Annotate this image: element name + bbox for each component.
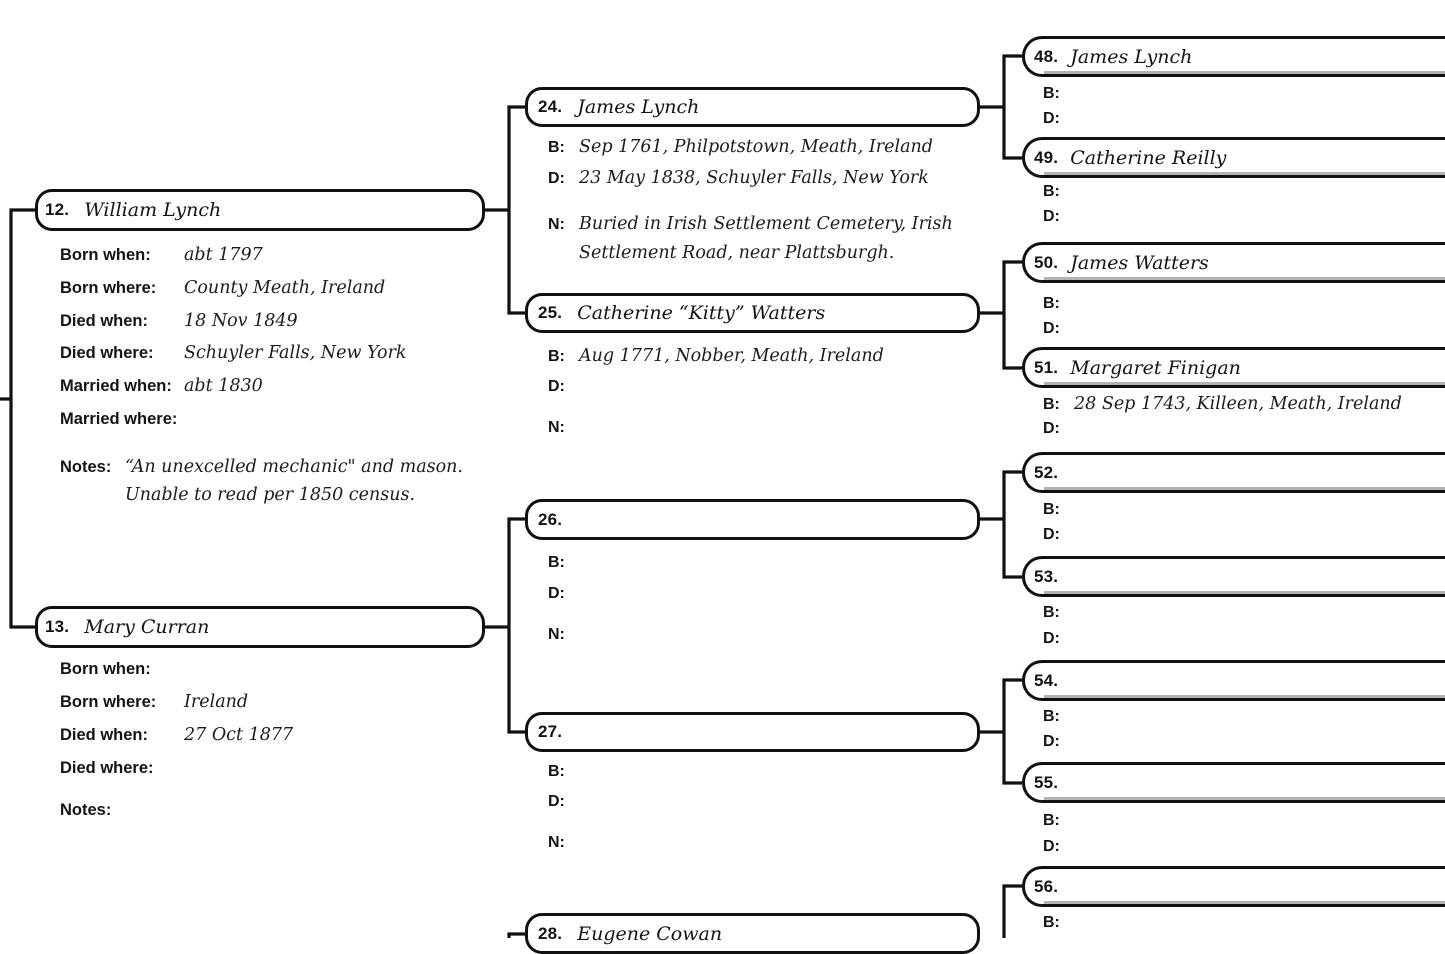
field-row-death (1043, 627, 1074, 651)
field-label: B: (1043, 604, 1060, 621)
field-row-birth (1043, 82, 1074, 106)
person-number: 52. (1034, 462, 1059, 482)
bracket-parents-of-25 (980, 262, 1022, 368)
person-box-13 (35, 606, 485, 648)
field-row-notes (548, 416, 579, 440)
person-number: 25. (538, 303, 563, 322)
field-row-died-when (60, 309, 298, 333)
field-label: Notes: (60, 801, 112, 819)
field-label: B: (548, 554, 565, 571)
notes-line-1: “An unexcelled mechanic" and mason. (125, 457, 463, 477)
field-row-notes (548, 623, 579, 647)
field-row-notes (60, 453, 463, 509)
field-label: B: (548, 763, 565, 780)
bracket-parents-of-13 (485, 519, 525, 732)
person-name: Eugene Cowan (577, 922, 723, 945)
field-label: Born where: (60, 279, 157, 297)
field-label: B: (1043, 295, 1060, 312)
field-row-death (548, 375, 579, 399)
name-line (1044, 797, 1445, 800)
field-row-birth (1043, 292, 1074, 316)
person-box-55 (1022, 762, 1445, 803)
field-label: Died when: (60, 312, 149, 330)
person-name: Margaret Finigan (1070, 356, 1241, 379)
person-number: 24. (538, 97, 563, 116)
name-line (1044, 172, 1445, 175)
field-label: D: (1043, 838, 1060, 855)
field-label: D: (1043, 733, 1060, 750)
field-value: County Meath, Ireland (184, 278, 386, 298)
field-label: B: (1043, 708, 1060, 725)
bracket-children-12-13 (0, 210, 35, 627)
field-row-death (1043, 417, 1074, 441)
person-number: 12. (45, 200, 70, 219)
field-label: Died when: (60, 726, 149, 744)
field-label: B: (1043, 914, 1060, 931)
field-row-death (1043, 730, 1074, 754)
person-name: James Watters (1070, 251, 1209, 274)
field-row-born-when (60, 657, 184, 681)
field-label: B: (548, 139, 565, 156)
person-number: 27. (538, 722, 563, 741)
field-row-born-where (60, 276, 385, 300)
field-row-notes (548, 831, 579, 855)
person-box-49 (1022, 137, 1445, 178)
field-value: Aug 1771, Nobber, Meath, Ireland (579, 346, 884, 366)
field-row-died-where (60, 756, 184, 780)
field-row-birth (1043, 809, 1074, 833)
field-label: B: (1043, 85, 1060, 102)
notes-text (579, 210, 953, 268)
person-number: 55. (1034, 772, 1059, 792)
field-label: Died where: (60, 759, 154, 777)
field-label: D: (1043, 110, 1060, 127)
person-number: 28. (538, 923, 563, 943)
field-value: 23 May 1838, Schuyler Falls, New York (579, 168, 929, 188)
field-value: Sep 1761, Philpotstown, Meath, Ireland (579, 137, 933, 157)
field-label: Died where: (60, 344, 154, 362)
field-label: Born where: (60, 693, 157, 711)
field-label: B: (1043, 812, 1060, 829)
field-label: Born when: (60, 246, 151, 264)
field-row-born-when (60, 243, 263, 267)
field-value: Ireland (184, 692, 249, 712)
person-number: 49. (1034, 147, 1059, 167)
name-line (1044, 487, 1445, 490)
field-label: N: (548, 834, 565, 851)
field-value: 28 Sep 1743, Killeen, Meath, Ireland (1074, 394, 1402, 414)
field-label: Married when: (60, 377, 172, 395)
person-box-26 (525, 499, 980, 540)
person-box-51 (1022, 347, 1445, 388)
person-number: 53. (1034, 566, 1059, 586)
person-number: 54. (1034, 670, 1059, 690)
field-label: N: (548, 626, 565, 643)
field-label: D: (548, 378, 565, 395)
field-row-birth (1043, 392, 1402, 417)
field-row-death (1043, 107, 1074, 131)
field-value: 18 Nov 1849 (184, 311, 298, 331)
person-box-25 (525, 293, 980, 333)
bracket-parents-of-24 (980, 56, 1022, 158)
name-line (1044, 901, 1445, 904)
bracket-parents-of-26 (980, 472, 1022, 577)
bracket-parents-of-12 (485, 107, 525, 313)
field-row-birth (1043, 911, 1074, 935)
bracket-parents-of-27 (980, 680, 1022, 783)
person-box-27 (525, 712, 980, 752)
notes-line-2: Settlement Road, near Plattsburgh. (579, 243, 895, 263)
field-value: 27 Oct 1877 (184, 725, 294, 745)
field-value: abt 1830 (184, 376, 263, 396)
field-row-death (548, 790, 579, 814)
person-name: Mary Curran (84, 616, 210, 638)
person-box-24 (525, 87, 980, 127)
field-label: B: (1043, 396, 1060, 413)
person-number: 50. (1034, 252, 1059, 272)
field-row-notes (60, 798, 125, 822)
person-box-28 (525, 913, 980, 954)
field-row-death (1043, 317, 1074, 341)
bracket-box-56 (1004, 886, 1022, 938)
name-line (1044, 71, 1445, 74)
field-row-notes (548, 210, 953, 268)
field-row-died-where (60, 341, 407, 365)
person-box-12 (35, 189, 485, 231)
field-label: B: (548, 348, 565, 365)
field-row-birth (1043, 601, 1074, 625)
name-line (1044, 382, 1445, 385)
field-label: D: (548, 585, 565, 602)
field-label: Married where: (60, 410, 178, 428)
field-label: D: (548, 170, 565, 187)
field-row-born-where (60, 690, 248, 714)
field-row-death (548, 166, 929, 191)
person-box-52 (1022, 452, 1445, 493)
person-number: 51. (1034, 357, 1059, 377)
name-line (1044, 591, 1445, 594)
person-number: 56. (1034, 876, 1059, 896)
field-label: B: (1043, 183, 1060, 200)
bracket-box-28 (509, 934, 525, 938)
field-label: Notes: (60, 458, 112, 476)
field-row-death (1043, 835, 1074, 859)
field-row-married-where (60, 407, 184, 431)
person-name: Catherine Reilly (1070, 146, 1227, 169)
field-label: D: (548, 793, 565, 810)
notes-line-2: Unable to read per 1850 census. (125, 485, 416, 505)
field-value: abt 1797 (184, 245, 263, 265)
field-label: D: (1043, 208, 1060, 225)
field-row-married-when (60, 374, 263, 398)
field-value: Schuyler Falls, New York (184, 343, 407, 363)
field-row-birth (548, 760, 579, 784)
name-line (1044, 277, 1445, 280)
field-label: N: (548, 216, 565, 233)
person-box-50 (1022, 242, 1445, 283)
field-row-birth (1043, 705, 1074, 729)
person-box-53 (1022, 556, 1445, 597)
field-row-death (1043, 205, 1074, 229)
person-number: 26. (538, 509, 563, 529)
field-label: D: (1043, 320, 1060, 337)
field-row-birth (548, 551, 579, 575)
name-line (1044, 695, 1445, 698)
field-row-birth (1043, 498, 1074, 522)
person-name: James Lynch (577, 96, 700, 118)
field-label: D: (1043, 526, 1060, 543)
person-box-48 (1022, 36, 1445, 77)
person-box-54 (1022, 660, 1445, 701)
field-label: D: (1043, 420, 1060, 437)
field-row-birth (1043, 180, 1074, 204)
person-number: 48. (1034, 46, 1059, 66)
person-box-56 (1022, 866, 1445, 907)
field-row-death (548, 582, 579, 606)
notes-line-1: Buried in Irish Settlement Cemetery, Irish (579, 214, 953, 234)
field-label: B: (1043, 501, 1060, 518)
person-name: Catherine “Kitty” Watters (577, 302, 826, 324)
field-row-birth (548, 344, 884, 369)
field-row-death (1043, 523, 1074, 547)
person-name: James Lynch (1070, 45, 1193, 68)
field-row-birth (548, 135, 933, 160)
notes-text (125, 453, 463, 509)
field-label: D: (1043, 630, 1060, 647)
field-label: N: (548, 419, 565, 436)
field-row-died-when (60, 723, 293, 747)
person-name: William Lynch (84, 199, 222, 221)
person-number: 13. (45, 617, 70, 636)
field-label: Born when: (60, 660, 151, 678)
